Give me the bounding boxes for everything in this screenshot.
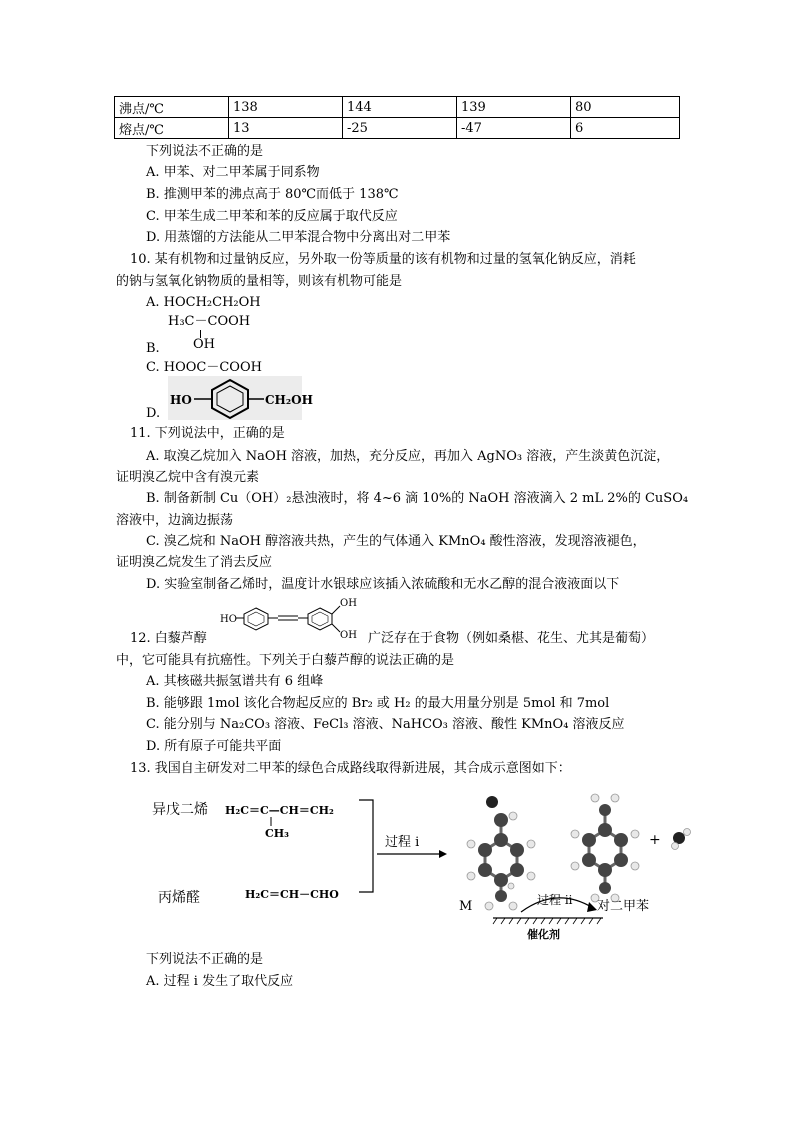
- q9-stem: 下列说法不正确的是: [146, 144, 264, 159]
- acrolein-name: 丙烯醛: [158, 890, 200, 906]
- q13-stem: 13. 我国自主研发对二甲苯的绿色合成路线取得新进展，其合成示意图如下：: [130, 761, 571, 776]
- q12-option-d: D. 所有原子可能共平面: [146, 739, 282, 754]
- q10-option-d-label: D.: [146, 406, 161, 421]
- q9-option-b: B. 推测甲苯的沸点高于 80℃而低于 138℃: [146, 187, 399, 202]
- q12-stem-prefix: 12. 白藜芦醇: [130, 631, 207, 646]
- table-cell: 熔点/℃: [115, 118, 229, 139]
- q11-option-a-1: A. 取溴乙烷加入 NaOH 溶液，加热，充分反应，再加入 AgNO₃ 溶液，产生淡黄色沉淀，: [146, 449, 670, 464]
- q9-option-a: A. 甲苯、对二甲苯属于同系物: [146, 165, 320, 180]
- table-row: [115, 97, 680, 118]
- ho-label: HO: [170, 393, 192, 407]
- q11-option-c-2: 证明溴乙烷发生了消去反应: [116, 555, 273, 570]
- q12-option-b: B. 能够跟 1mol 该化合物起反应的 Br₂ 或 H₂ 的最大用量分别是 5mol 和 7mol: [146, 696, 610, 711]
- process-ii-label: 过程 ii: [537, 893, 573, 907]
- synthesis-scheme: [145, 782, 705, 942]
- table-cell: -25: [343, 118, 457, 139]
- isoprene-name: 异戊二烯: [152, 802, 208, 818]
- q11-option-a-2: 证明溴乙烷中含有溴元素: [116, 470, 260, 485]
- q12-stem-suffix: 广泛存在于食物（例如桑椹、花生、尤其是葡萄）: [368, 631, 655, 646]
- q11-option-b-1: B. 制备新制 Cu（OH）₂悬浊液时，将 4~6 滴 10%的 NaOH 溶液滴入 2 mL 2%的 CuSO₄: [146, 491, 689, 506]
- q9-option-c: C. 甲苯生成二甲苯和苯的反应属于取代反应: [146, 209, 398, 224]
- resveratrol-structure: [218, 594, 368, 640]
- table-cell: -47: [457, 118, 571, 139]
- table-cell: 144: [343, 97, 457, 118]
- plus-sign: +: [649, 832, 661, 848]
- ho-label: HO: [220, 614, 237, 625]
- table-cell: 138: [229, 97, 343, 118]
- q10-option-a: A. HOCH₂CH₂OH: [146, 295, 261, 310]
- q11-option-c-1: C. 溴乙烷和 NaOH 醇溶液共热，产生的气体通入 KMnO₄ 酸性溶液，发现溶液褪色，: [146, 534, 646, 549]
- m-label: M: [459, 899, 473, 914]
- oh-label: OH: [340, 630, 357, 641]
- table-cell: 139: [457, 97, 571, 118]
- q10-option-c: C. HOOC－COOH: [146, 360, 262, 375]
- q12-option-c: C. 能分别与 Na₂CO₃ 溶液、FeCl₃ 溶液、NaHCO₃ 溶液、酸性 KMnO₄ 溶液反应: [146, 717, 625, 732]
- water-molecule: [672, 829, 691, 850]
- process-i-label: 过程 i: [385, 835, 420, 850]
- isoprene-formula: H₂C＝C—CH＝CH₂: [225, 804, 334, 817]
- q10-option-b-label: B.: [146, 341, 160, 356]
- p-xylene-molecule: [571, 794, 639, 902]
- q12-option-a: A. 其核磁共振氢谱共有 6 组峰: [146, 674, 324, 689]
- table-cell: 80: [571, 97, 680, 118]
- q11-stem: 11. 下列说法中，正确的是: [130, 426, 285, 441]
- q13-option-a: A. 过程 i 发生了取代反应: [146, 974, 294, 989]
- property-table: [114, 96, 680, 139]
- product-label: 对二甲苯: [597, 899, 650, 914]
- isoprene-methyl: CH₃: [265, 827, 289, 840]
- table-cell: 13: [229, 118, 343, 139]
- table-row: [115, 118, 680, 139]
- acrolein-formula: H₂C＝CH－CHO: [245, 888, 339, 901]
- q11-option-b-2: 溶液中，边滴边振荡: [116, 513, 234, 528]
- q10-stem-1: 10. 某有机物和过量钠反应，另外取一份等质量的该有机物和过量的氢氧化钠反应，消耗: [130, 252, 636, 267]
- q11-option-d: D. 实验室制备乙烯时，温度计水银球应该插入浓硫酸和无水乙醇的混合液液面以下: [146, 577, 620, 592]
- q13-stem-2: 下列说法不正确的是: [146, 952, 264, 967]
- q10-b-structure-top: H₃C－COOH: [168, 314, 251, 329]
- catalyst-label: 催化剂: [527, 928, 560, 941]
- benzyl-alcohol-phenol-structure: [168, 376, 313, 420]
- table-cell: 6: [571, 118, 680, 139]
- molecule-m: [467, 796, 535, 910]
- table-cell: 沸点/℃: [115, 97, 229, 118]
- q10-stem-2: 的钠与氢氧化钠物质的量相等，则该有机物可能是: [116, 274, 403, 289]
- oh-label: OH: [340, 598, 357, 609]
- q10-b-structure-bottom: OH: [193, 337, 215, 352]
- q12-stem-2: 中，它可能具有抗癌性。下列关于白藜芦醇的说法正确的是: [116, 653, 455, 668]
- ch2oh-label: CH₂OH: [265, 393, 313, 407]
- q9-option-d: D. 用蒸馏的方法能从二甲苯混合物中分离出对二甲苯: [146, 230, 451, 245]
